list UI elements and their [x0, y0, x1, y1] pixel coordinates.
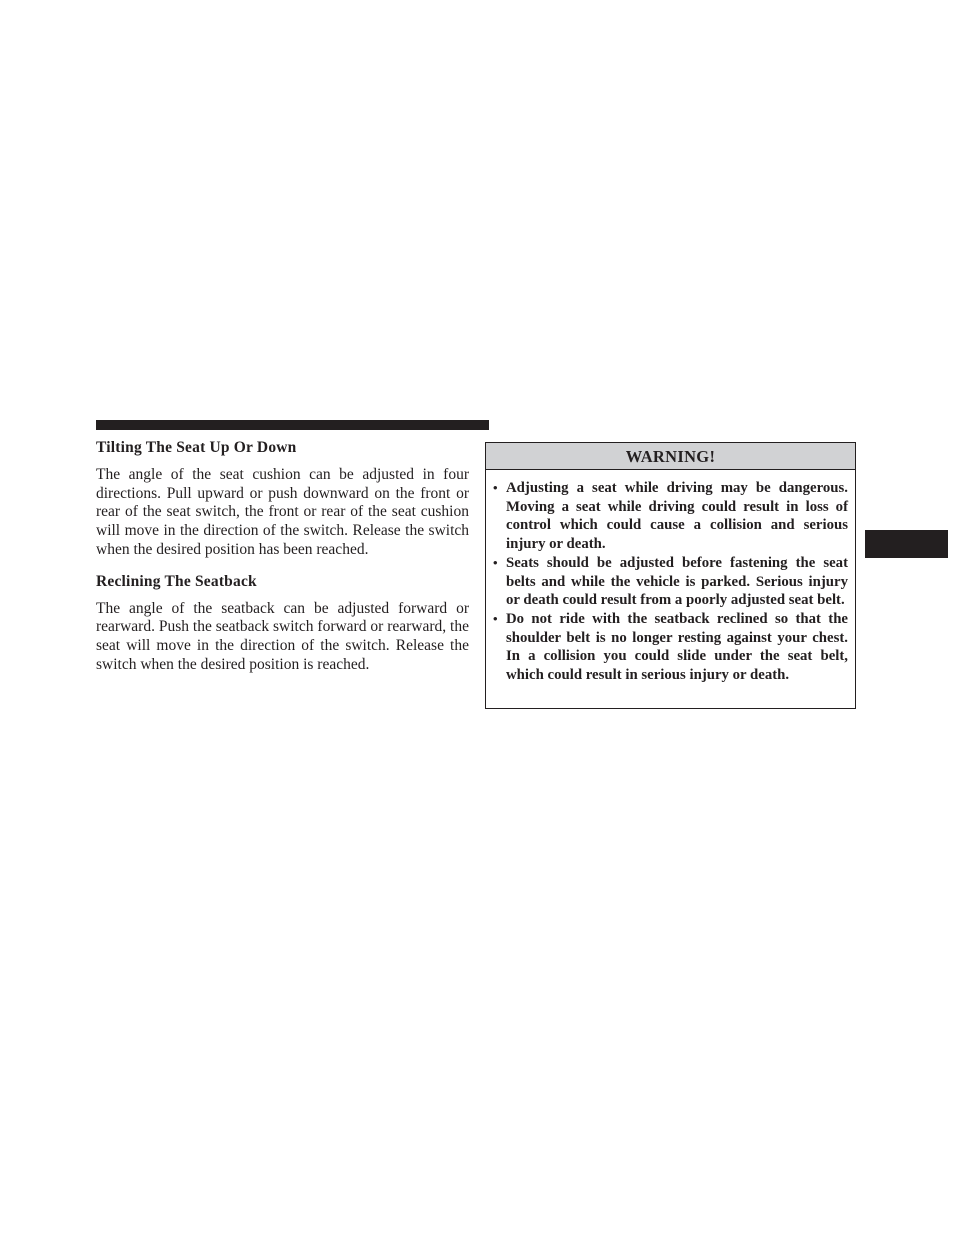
- bullet-icon: •: [493, 480, 498, 495]
- warning-item-text: Seats should be adjusted before fastening the seat belts and while the vehicle is parked. Serious injury or death could result from a poorly adjusted seat belt.: [506, 554, 848, 609]
- left-column: [96, 438, 469, 682]
- warning-item-text: Adjusting a seat while driving may be dangerous. Moving a seat while driving could result in loss of control which could cause a collision and serious injury or death.: [506, 480, 848, 553]
- section-heading-reclining: Reclining The Seatback: [96, 572, 257, 590]
- section-body-tilting: The angle of the seat cushion can be adjusted in four directions. Pull upward or push downward on the front or rear of the seat switch, the front or rear of the seat cushion will move in the direction of the switch. Release the switch when the desired position has been reached.: [96, 466, 469, 558]
- section-body-reclining: The angle of the seatback can be adjusted forward or rearward. Push the seatback switch forward or rearward, the seat will move in the direction of the switch. Release the switch when the desired position is reached.: [96, 599, 469, 673]
- warning-box: [485, 442, 856, 709]
- warning-item: [493, 554, 848, 610]
- section-top-rule: [96, 420, 489, 430]
- warning-item: [493, 479, 848, 554]
- warning-list: [486, 470, 855, 685]
- warning-item-text: Do not ride with the seatback reclined so that the shoulder belt is no longer resting against your chest. In a collision you could slide under the seat belt, which could result in serious injury or death.: [506, 610, 848, 684]
- warning-title: WARNING!: [486, 443, 855, 470]
- bullet-icon: •: [493, 610, 498, 626]
- section-heading-tilting: Tilting The Seat Up Or Down: [96, 439, 297, 456]
- chapter-tab: [865, 530, 948, 558]
- bullet-icon: •: [493, 554, 498, 570]
- warning-item: [493, 610, 848, 685]
